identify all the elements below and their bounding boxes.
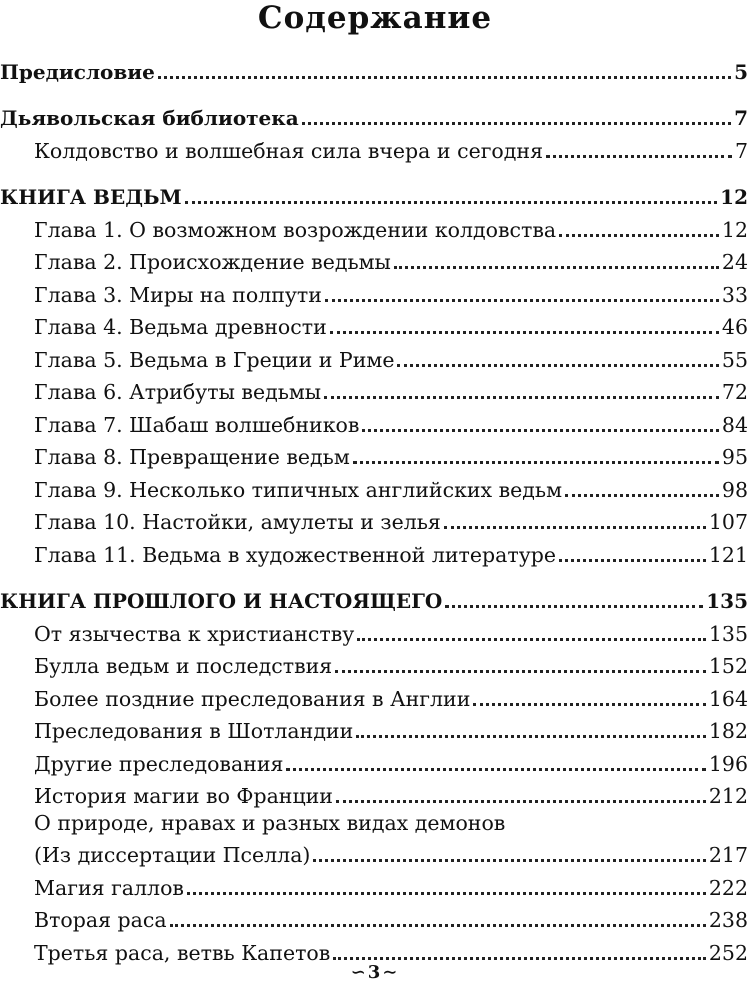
toc-entry-label: КНИГА ВЕДЬМ [0,185,182,209]
toc-page-number: 152 [708,654,748,678]
toc-entry-label: Глава 3. Миры на полпути [34,282,322,307]
toc-entry[interactable] [0,340,748,373]
toc-page-number: 7 [734,138,748,163]
toc-page-number: 5 [734,59,748,84]
toc-entry-label: Глава 11. Ведьма в художественной литературе [34,542,557,567]
toc-page-number: 98 [721,477,748,502]
dot-leader [559,234,719,237]
dot-leader [394,266,719,269]
toc-page-number: 24 [721,250,748,274]
toc-section-entry[interactable] [0,52,748,85]
toc-entry-label: Булла ведьм и последствия [34,654,333,678]
toc-page-number: 222 [708,875,748,900]
toc-entry-label: Магия галлов [34,875,184,900]
dot-leader [565,494,719,497]
toc-entry-label: Преследования в Шотландии [34,719,354,743]
toc-page-number: 107 [708,510,748,534]
toc-entry[interactable] [0,712,748,745]
toc-entry-label: Глава 10. Настойки, амулеты и зелья [34,510,441,534]
dot-leader [559,559,706,562]
toc-entry-label: Глава 6. Атрибуты ведьмы [34,380,322,404]
dot-leader [362,429,719,432]
toc-entry[interactable] [0,647,748,680]
toc-entry[interactable] [0,933,748,966]
toc-entry-label: Дьявольская библиотека [0,106,299,130]
dot-leader [170,924,706,927]
toc-entry-label: КНИГА ПРОШЛОГО И НАСТОЯЩЕГО [0,589,443,613]
toc-page-number: 84 [721,412,748,437]
dot-leader [158,76,731,79]
toc-page-number: 33 [721,282,748,307]
toc-entry-label: Глава 8. Превращение ведьм [34,445,350,469]
toc-entry-label: Третья раса, ветвь Капетов [34,940,331,965]
toc-page-number: 196 [708,751,748,776]
toc-entry-label: Глава 2. Происхождение ведьмы [34,250,391,274]
dot-leader [302,122,731,125]
toc-entry[interactable] [0,679,748,712]
dot-leader [324,396,719,399]
dot-leader [335,670,706,673]
toc-entry-label: Глава 1. О возможном возрождении колдовства [34,217,557,242]
toc-entry[interactable] [0,131,748,164]
toc-entry-label: Предисловие [0,59,155,84]
dot-leader [445,605,703,608]
toc-page-number: 12 [720,185,748,209]
toc-page-number: 95 [721,445,748,469]
toc-page-number: 252 [708,940,748,965]
dot-leader [546,155,732,158]
page-number: ∽3∼ [350,962,400,983]
dot-leader [333,957,706,960]
toc-entry[interactable] [0,777,748,810]
toc-entry-label: Колдовство и волшебная сила вчера и сегодня [34,138,543,163]
dot-leader [330,331,719,334]
toc-page-number: 7 [734,106,748,130]
toc-page-number: 182 [708,719,748,743]
toc-page-number: 212 [708,784,748,808]
toc-entry-label: Глава 4. Ведьма древности [34,315,327,339]
page-title: Содержание [257,0,493,36]
dot-leader [473,703,705,706]
toc-entry-label: О природе, нравах и разных видах демонов [34,811,506,835]
toc-page-number: 121 [708,542,748,567]
toc-entry-label-continued: (Из диссертации Пселла) [34,843,311,867]
toc-entry[interactable] [0,405,748,438]
toc-entry[interactable] [0,470,748,503]
toc-entry[interactable] [0,438,748,471]
toc-section-entry[interactable] [0,99,748,132]
dot-leader [444,526,706,529]
dot-leader [336,800,706,803]
toc-entry[interactable] [0,243,748,276]
toc-entry[interactable] [0,744,748,777]
toc-page-number: 135 [706,589,748,613]
toc-page-number: 55 [721,347,748,372]
toc-entry-label: Более поздние преследования в Англии [34,686,471,711]
toc-page-number: 72 [721,380,748,404]
toc-page-number: 46 [721,315,748,339]
toc-entry-label: Другие преследования [34,751,284,776]
dot-leader [325,299,719,302]
toc-page-number: 217 [708,843,748,867]
toc-entry-label: От язычества к христианству [34,621,355,646]
toc-entry[interactable] [0,308,748,341]
dot-leader [397,364,718,367]
toc-page-number: 135 [708,621,748,646]
dot-leader [313,859,705,862]
toc-entry-label: Глава 9. Несколько типичных английских ведьм [34,477,563,502]
toc-entry[interactable] [0,503,748,536]
dot-leader [357,638,706,641]
dot-leader [353,461,719,464]
toc-entry[interactable] [0,210,748,243]
toc-entry[interactable] [0,614,748,647]
toc-page-number: 238 [708,908,748,932]
toc-entry[interactable] [0,275,748,308]
toc-entry[interactable] [0,868,748,901]
toc-section-entry[interactable] [0,582,748,615]
toc-entry-label: Вторая раса [34,908,167,932]
table-of-contents [0,52,748,966]
toc-entry-label: История магии во Франции [34,784,333,808]
toc-entry[interactable] [0,901,748,934]
toc-section-entry[interactable] [0,178,748,211]
toc-entry-label: Глава 7. Шабаш волшебников [34,412,360,437]
dot-leader [185,201,718,204]
toc-page-number: 12 [721,217,748,242]
dot-leader [356,735,706,738]
toc-entry[interactable] [0,535,748,568]
toc-page-number: 164 [708,686,748,711]
dot-leader [187,892,706,895]
toc-entry-label: Глава 5. Ведьма в Греции и Риме [34,347,395,372]
toc-entry[interactable] [0,373,748,406]
toc-entry[interactable] [0,809,748,868]
dot-leader [286,768,705,771]
